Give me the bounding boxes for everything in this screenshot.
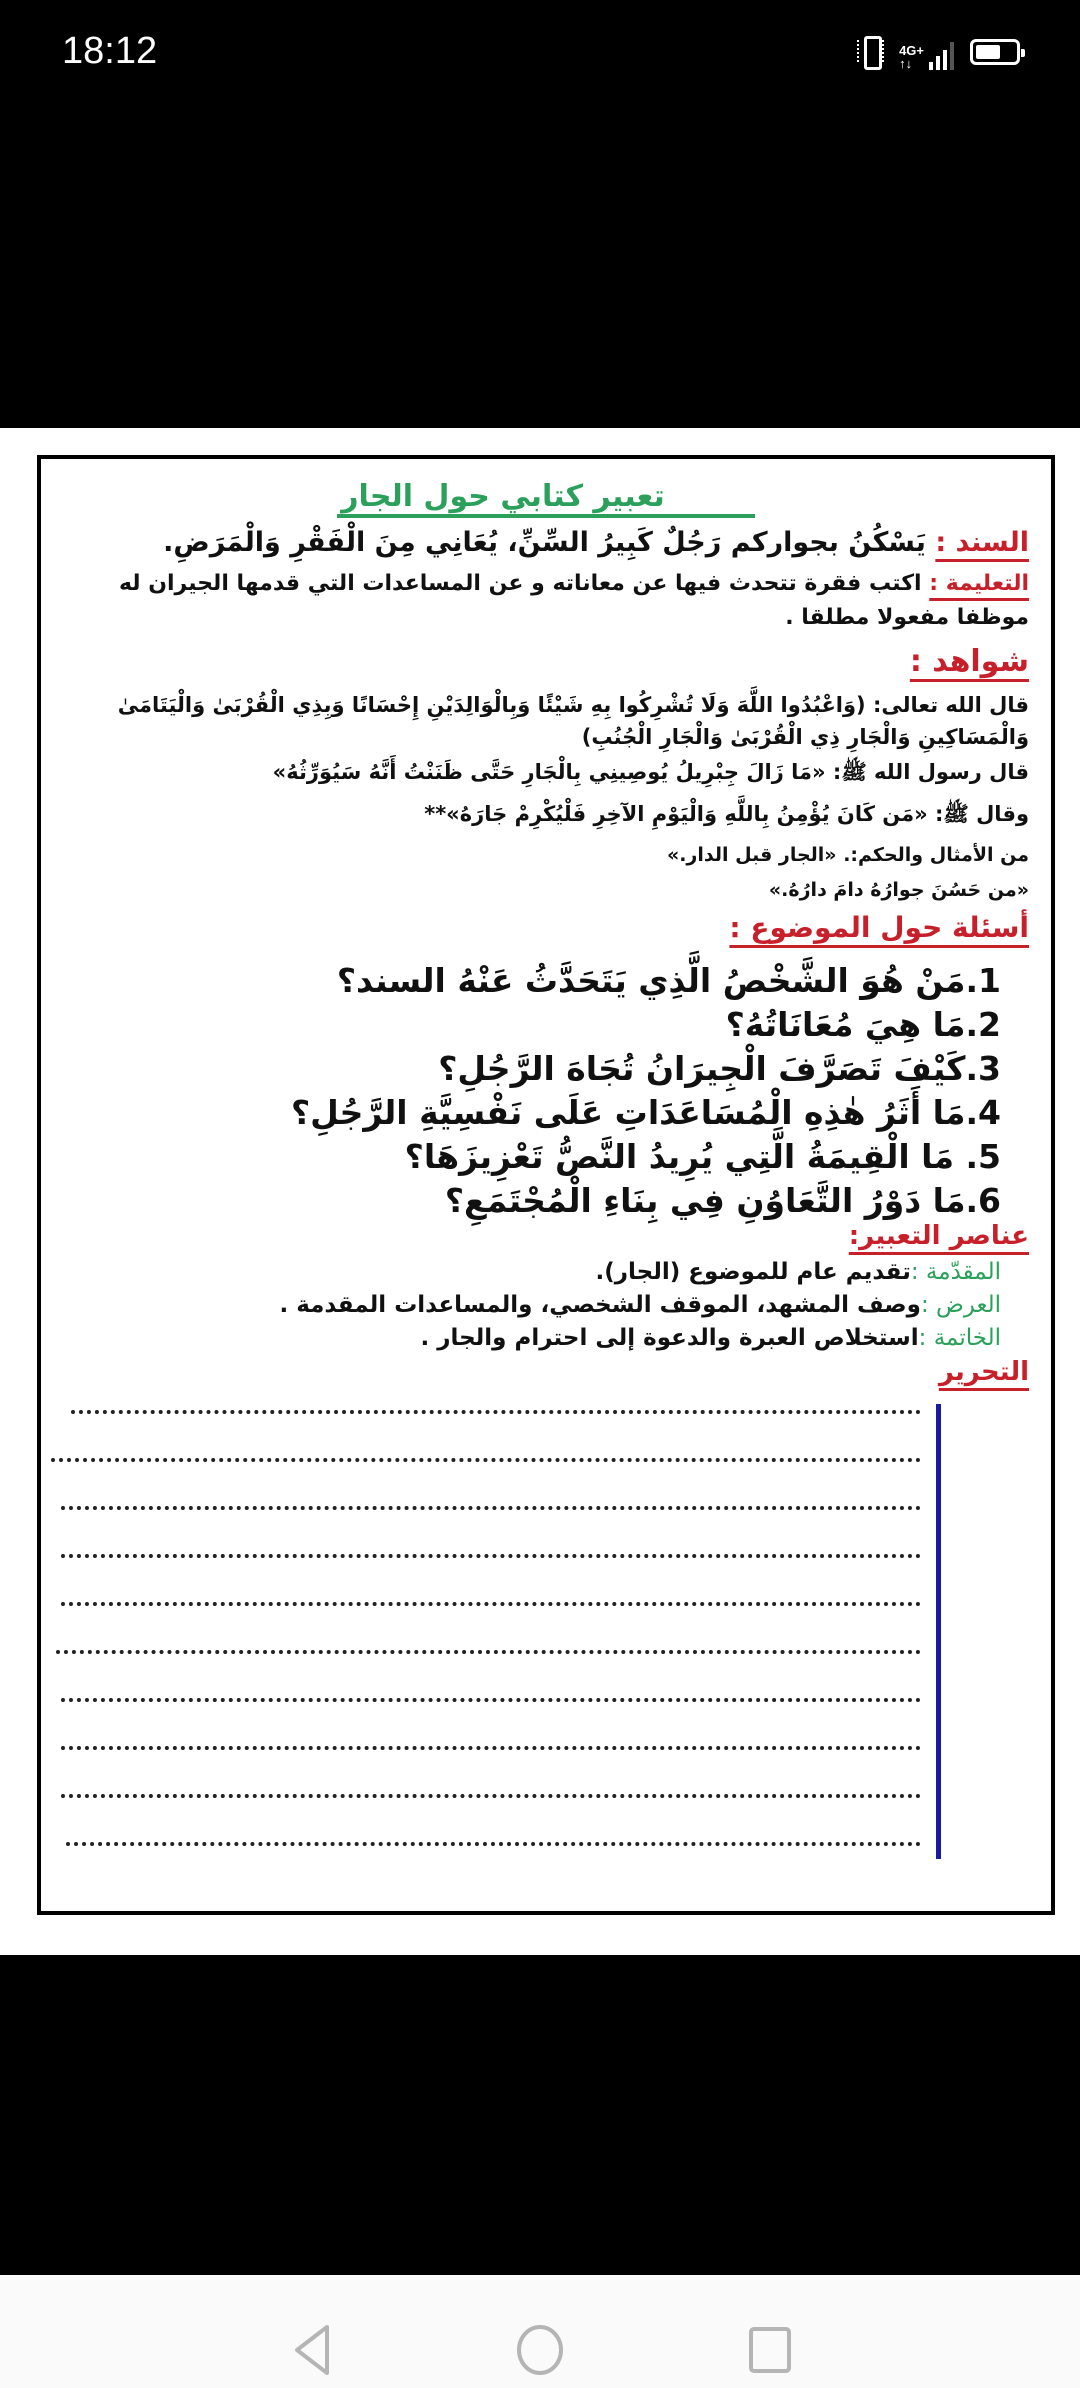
question-item: 2.مَا هِيَ مُعَانَاتُهُ؟ [725, 1005, 1001, 1044]
back-icon [291, 2324, 335, 2376]
proverb-2: «من حَسُنَ جوارُهُ دامَ دارُهُ.» [768, 879, 1029, 901]
writing-line[interactable] [61, 1694, 921, 1702]
writing-area [41, 1404, 1051, 1884]
instruction-row [63, 567, 1029, 635]
question-item: 4.مَا أَثَرُ هٰذِهِ الْمُسَاعَدَاتِ عَلَى نَفْسِيَّةِ الرَّجُلِ؟ [290, 1093, 1001, 1132]
status-time: 18:12 [62, 30, 158, 72]
evidence-heading: شواهد : [909, 644, 1029, 679]
writing-line[interactable] [56, 1646, 921, 1654]
writing-heading: التحرير [938, 1357, 1029, 1387]
writing-line[interactable] [61, 1790, 921, 1798]
question-item: 3.كَيْفَ تَصَرَّفَ الْجِيرَانُ تُجَاهَ الرَّجُلِ؟ [438, 1049, 1001, 1088]
status-bar [0, 0, 1080, 110]
worksheet [37, 455, 1055, 1915]
hadith-1: قال رسول الله ﷺ: «مَا زَالَ جِبْرِيلُ يُوصِينِي بِالْجَارِ حَتَّى ظَنَنْتُ أَنَّهُ سَيُوَرِّثُهُ» [272, 760, 1029, 784]
recents-button[interactable] [745, 2325, 795, 2375]
question-item: 5. مَا الْقِيمَةُ الَّتِي يُرِيدُ النَّصُّ تَعْزِيزَهَا؟ [404, 1137, 1001, 1176]
battery-icon [970, 39, 1020, 65]
elements-heading: عناصر التعبير: [848, 1221, 1029, 1251]
instruction-label: التعليمة : [929, 571, 1029, 596]
margin-rule [936, 1404, 941, 1859]
sanad-label: السند : [935, 527, 1029, 558]
network-type-label: 4G+ [899, 43, 924, 58]
navigation-bar [0, 2275, 1080, 2388]
instruction-text: اكتب فقرة تتحدث فيها عن معاناته و عن المساعدات التي قدمها الجيران له موظفا مفعولا مطلقا . [118, 571, 1029, 630]
writing-line[interactable] [66, 1838, 921, 1846]
question-item: 6.مَا دَوْرُ التَّعَاوُنِ فِي بِنَاءِ الْمُجْتَمَعِ؟ [444, 1181, 1001, 1220]
questions-heading: أسئلة حول الموضوع : [729, 911, 1029, 944]
status-icons [855, 34, 1020, 70]
signal-icon: 4G+ ↑↓ [899, 34, 954, 70]
element-intro: المقدّمة :تقديم عام للموضوع (الجار). [595, 1259, 1001, 1285]
worksheet-title: تعبير كتابي حول الجار [41, 479, 1051, 514]
question-item: 1.مَنْ هُوَ الشَّخْصُ الَّذِي يَتَحَدَّثُ عَنْهُ السند؟ [336, 961, 1001, 1000]
sanad-text: يَسْكُنُ بجواركم رَجُلٌ كَبِيرُ السِّنِّ، يُعَانِي مِنَ الْفَقْرِ وَالْمَرَضِ. [163, 527, 926, 558]
photo-image [0, 428, 1080, 1955]
home-icon [515, 2324, 565, 2376]
vibrate-icon [855, 34, 889, 70]
element-conclusion: الخاتمة :استخلاص العبرة والدعوة إلى احترام والجار . [420, 1325, 1001, 1351]
sanad-row [63, 527, 1029, 558]
writing-line[interactable] [51, 1454, 921, 1462]
writing-line[interactable] [61, 1502, 921, 1510]
home-button[interactable] [515, 2325, 565, 2375]
writing-line[interactable] [61, 1742, 921, 1750]
writing-line[interactable] [61, 1550, 921, 1558]
quran-verse: قال الله تعالى: (وَاعْبُدُوا اللَّهَ وَلَا تُشْرِكُوا بِهِ شَيْئًا وَبِالْوَالِدَيْنِ إِحْسَانًا وَبِذِي الْقُرْبَىٰ وَالْيَتَامَىٰ وَالْمَسَاكِينِ وَالْجَارِ ذِي الْقُرْبَىٰ وَالْجَارِ الْجُنُبِ) [117, 693, 1029, 749]
recents-icon [748, 2326, 792, 2374]
hadith-2: وقال ﷺ: «مَن كَانَ يُؤْمِنُ بِاللَّهِ وَالْيَوْمِ الآخِرِ فَلْيُكْرِمْ جَارَهُ»** [424, 802, 1029, 826]
writing-line[interactable] [61, 1598, 921, 1606]
element-body: العرض :وصف المشهد، الموقف الشخصي، والمساعدات المقدمة . [279, 1292, 1001, 1318]
writing-line[interactable] [71, 1406, 921, 1414]
back-button[interactable] [288, 2325, 338, 2375]
proverb-1: من الأمثال والحكم:. «الجار قبل الدار.» [666, 844, 1029, 866]
